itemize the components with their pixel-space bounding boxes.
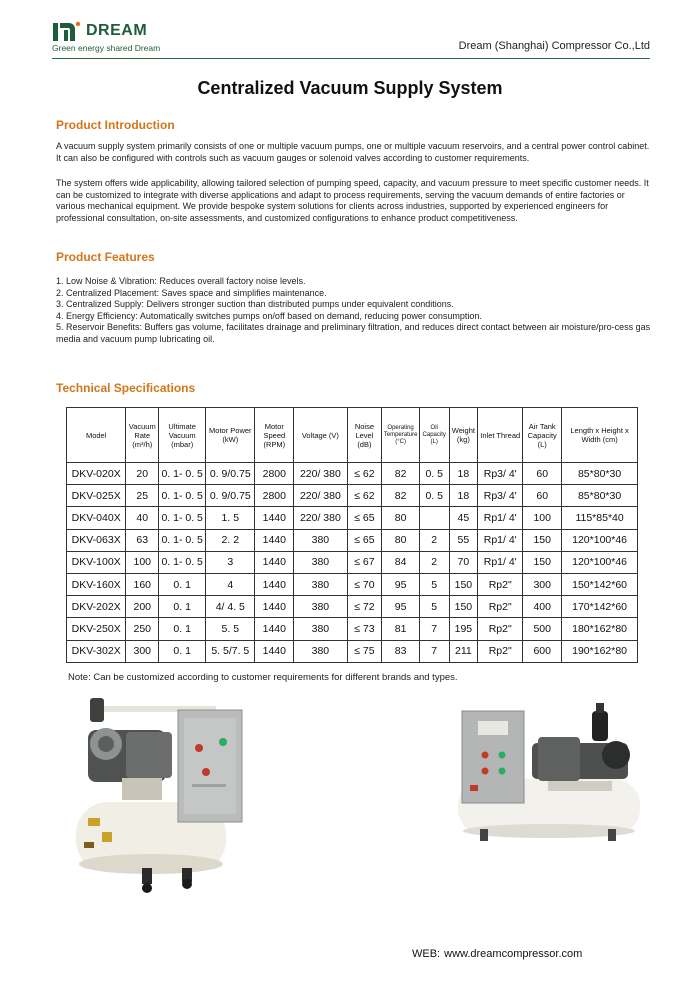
column-header: Length x Height x Width (cm) [562, 408, 638, 463]
table-cell: 115*85*40 [562, 507, 638, 529]
table-cell: DKV-025X [67, 485, 126, 507]
table-cell: 195 [449, 618, 478, 640]
table-cell: 120*100*46 [562, 551, 638, 573]
table-cell: 5 [419, 573, 449, 595]
table-cell: 190*162*80 [562, 640, 638, 662]
table-cell: 300 [523, 573, 562, 595]
table-cell: 1. 5 [206, 507, 255, 529]
column-header: Model [67, 408, 126, 463]
column-header: Motor Power (kW) [206, 408, 255, 463]
table-cell: DKV-160X [67, 573, 126, 595]
table-cell: 18 [449, 485, 478, 507]
column-header: Vacuum Rate (m³/h) [126, 408, 159, 463]
table-cell: 2800 [255, 485, 294, 507]
table-cell: Rp2" [478, 573, 523, 595]
table-cell: 3 [206, 551, 255, 573]
table-cell: 85*80*30 [562, 463, 638, 485]
table-row [67, 463, 638, 485]
customization-note: Note: Can be customized according to customer requirements for different brands and types. [68, 672, 458, 683]
features-heading: Product Features [56, 250, 155, 264]
spec-table [66, 407, 638, 663]
table-cell: 180*162*80 [562, 618, 638, 640]
table-row [67, 485, 638, 507]
table-row [67, 596, 638, 618]
table-cell: ≤ 67 [347, 551, 382, 573]
column-header: Operating Temperature (°C) [382, 408, 420, 463]
website-footer [408, 948, 582, 960]
table-cell: 2. 2 [206, 529, 255, 551]
table-row [67, 640, 638, 662]
table-cell: 100 [126, 551, 159, 573]
table-cell: 150 [523, 529, 562, 551]
table-cell: 1440 [255, 573, 294, 595]
table-cell: ≤ 65 [347, 507, 382, 529]
features-list [56, 276, 652, 346]
table-cell: 0. 1 [159, 618, 206, 640]
feature-item: 1. Low Noise & Vibration: Reduces overall factory noise levels. [56, 276, 306, 286]
table-cell: 220/ 380 [294, 507, 347, 529]
table-cell: DKV-063X [67, 529, 126, 551]
table-cell: 150 [449, 596, 478, 618]
column-header: Voltage (V) [294, 408, 347, 463]
table-cell: 200 [126, 596, 159, 618]
table-cell: 150 [449, 573, 478, 595]
table-cell: 400 [523, 596, 562, 618]
feature-item: 4. Energy Efficiency: Automatically switches pumps on/off based on demand, reducing power consumption. [56, 310, 482, 321]
spec-header-row [67, 408, 638, 463]
column-header: Air Tank Capacity (L) [523, 408, 562, 463]
feature-item: 2. Centralized Placement: Saves space and simplifies maintenance. [56, 287, 327, 298]
table-cell: 0. 1- 0. 5 [159, 507, 206, 529]
brand-tagline: Green energy shared Dream [52, 43, 161, 53]
table-cell: 220/ 380 [294, 463, 347, 485]
table-cell: 40 [126, 507, 159, 529]
table-cell: 0. 1- 0. 5 [159, 551, 206, 573]
table-row [67, 507, 638, 529]
table-cell: ≤ 70 [347, 573, 382, 595]
table-cell: 380 [294, 529, 347, 551]
website-link[interactable]: www.dreamcompressor.com [444, 948, 583, 960]
table-cell: 2800 [255, 463, 294, 485]
table-cell: 100 [523, 507, 562, 529]
page-title: Centralized Vacuum Supply System [197, 78, 503, 98]
table-cell: 63 [126, 529, 159, 551]
table-cell: 25 [126, 485, 159, 507]
table-cell [419, 507, 449, 529]
table-cell: Rp2" [478, 618, 523, 640]
table-cell: 250 [126, 618, 159, 640]
table-cell: 70 [449, 551, 478, 573]
table-row [67, 529, 638, 551]
company-logo [52, 20, 160, 53]
table-cell: 5. 5 [206, 618, 255, 640]
table-cell: 0. 9/0.75 [206, 485, 255, 507]
table-cell: Rp1/ 4' [478, 507, 523, 529]
table-cell: 20 [126, 463, 159, 485]
table-cell: 55 [449, 529, 478, 551]
table-cell: 500 [523, 618, 562, 640]
table-cell: Rp2" [478, 596, 523, 618]
specs-heading: Technical Specifications [56, 381, 196, 395]
table-cell: 5 [419, 596, 449, 618]
table-cell: 81 [382, 618, 420, 640]
table-cell: 0. 1- 0. 5 [159, 485, 206, 507]
table-cell: Rp1/ 4' [478, 551, 523, 573]
column-header: Weight (kg) [449, 408, 478, 463]
table-cell: 0. 1 [159, 596, 206, 618]
spec-table-body [67, 463, 638, 663]
page-header [0, 0, 700, 70]
table-cell: DKV-040X [67, 507, 126, 529]
header-divider [52, 58, 650, 59]
table-cell: 150*142*60 [562, 573, 638, 595]
table-cell: 82 [382, 485, 420, 507]
table-cell: 2 [419, 529, 449, 551]
table-cell: 160 [126, 573, 159, 595]
table-cell: 211 [449, 640, 478, 662]
table-cell: 0. 1- 0. 5 [159, 529, 206, 551]
table-cell: 80 [382, 507, 420, 529]
table-cell: 5. 5/7. 5 [206, 640, 255, 662]
table-cell: 380 [294, 551, 347, 573]
table-cell: ≤ 73 [347, 618, 382, 640]
table-cell: 1440 [255, 596, 294, 618]
brand-name: DREAM [86, 22, 148, 39]
intro-heading: Product Introduction [56, 118, 175, 132]
table-cell: 85*80*30 [562, 485, 638, 507]
table-row [67, 618, 638, 640]
table-cell: 1440 [255, 529, 294, 551]
table-cell: DKV-202X [67, 596, 126, 618]
dream-logo-icon [52, 20, 82, 42]
table-cell: 4/ 4. 5 [206, 596, 255, 618]
table-cell: 7 [419, 618, 449, 640]
table-cell: Rp1/ 4' [478, 529, 523, 551]
column-header: Oil Capacity (L) [419, 408, 449, 463]
table-cell: 300 [126, 640, 159, 662]
table-cell: 220/ 380 [294, 485, 347, 507]
table-cell: 45 [449, 507, 478, 529]
table-cell: 170*142*60 [562, 596, 638, 618]
table-cell: 18 [449, 463, 478, 485]
company-name: Dream (Shanghai) Compressor Co.,Ltd [458, 40, 650, 52]
table-cell: 1440 [255, 507, 294, 529]
column-header: Motor Speed (RPM) [255, 408, 294, 463]
table-cell: 0. 5 [419, 485, 449, 507]
web-label: WEB: [412, 948, 441, 960]
feature-item: 5. Reservoir Benefits: Buffers gas volume, facilitates drainage and preliminary filtration, and reduces direct contact between air moisture/pro-cess gas media and vacuum pump lubricating oil. [56, 322, 651, 344]
table-row [67, 551, 638, 573]
table-cell: Rp2" [478, 640, 523, 662]
table-cell: 1440 [255, 551, 294, 573]
table-cell: 82 [382, 463, 420, 485]
vacuum-system-photo-left [66, 692, 262, 900]
table-cell: 0. 5 [419, 463, 449, 485]
table-cell: DKV-302X [67, 640, 126, 662]
table-row [67, 573, 638, 595]
table-cell: 150 [523, 551, 562, 573]
table-cell: 1440 [255, 640, 294, 662]
column-header: Ultimate Vacuum (mbar) [159, 408, 206, 463]
table-cell: 60 [523, 463, 562, 485]
intro-paragraph-1: A vacuum supply system primarily consists of one or multiple vacuum pumps, one or multiple vacuum reservoirs, and a central power control cabinet. It can also be configured with controls such as vacuum gauges or solenoid valves according to customer requirements. [56, 141, 650, 163]
table-cell: 80 [382, 529, 420, 551]
table-cell: ≤ 65 [347, 529, 382, 551]
table-cell: 1440 [255, 618, 294, 640]
table-cell: 7 [419, 640, 449, 662]
table-cell: ≤ 72 [347, 596, 382, 618]
table-cell: DKV-100X [67, 551, 126, 573]
table-cell: 2 [419, 551, 449, 573]
feature-item: 3. Centralized Supply: Delivers stronger suction than distributed pumps under equivalent conditions. [56, 299, 454, 310]
table-cell: 0. 1 [159, 640, 206, 662]
table-cell: DKV-250X [67, 618, 126, 640]
column-header: Noise Level (dB) [347, 408, 382, 463]
table-cell: Rp3/ 4' [478, 463, 523, 485]
table-cell: 95 [382, 573, 420, 595]
table-cell: 380 [294, 596, 347, 618]
vacuum-system-photo-right [452, 703, 646, 845]
table-cell: 95 [382, 596, 420, 618]
table-cell: 60 [523, 485, 562, 507]
table-cell: 380 [294, 640, 347, 662]
intro-paragraph-2: The system offers wide applicability, allowing tailored selection of pumping speed, capacity, and vacuum pressure to meet specific customer needs. It can be customized to integrate with diverse applications and adapt to process requirements, serving the vacuum demands of entire factories or various mechanical equipment. We provide bespoke system solutions for clients across industries, supported by experienced engineers for professional consultation, on-site assessments, and customized configurations to enhance product competitiveness. [56, 178, 649, 223]
table-cell: DKV-020X [67, 463, 126, 485]
table-cell: 600 [523, 640, 562, 662]
table-cell: 120*100*46 [562, 529, 638, 551]
table-cell: 0. 1- 0. 5 [159, 463, 206, 485]
table-cell: 0. 1 [159, 573, 206, 595]
table-cell: 380 [294, 573, 347, 595]
table-cell: 0. 9/0.75 [206, 463, 255, 485]
table-cell: ≤ 75 [347, 640, 382, 662]
table-cell: ≤ 62 [347, 485, 382, 507]
table-cell: 84 [382, 551, 420, 573]
table-cell: 4 [206, 573, 255, 595]
table-cell: 380 [294, 618, 347, 640]
column-header: Inlet Thread [478, 408, 523, 463]
table-cell: Rp3/ 4' [478, 485, 523, 507]
table-cell: ≤ 62 [347, 463, 382, 485]
table-cell: 83 [382, 640, 420, 662]
